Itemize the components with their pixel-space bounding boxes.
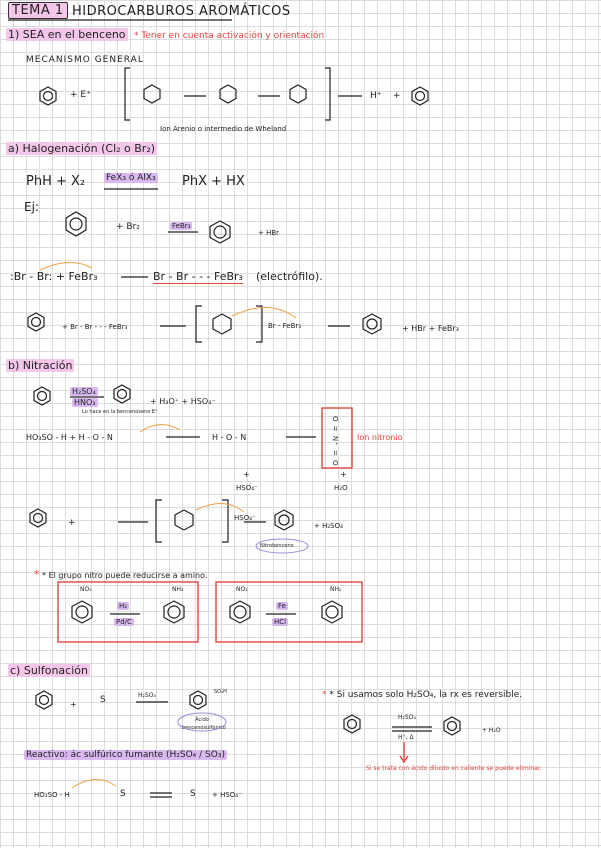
bromobenzene — [210, 221, 230, 243]
h-plus-product: H⁺ — [370, 91, 382, 101]
sulfonation-benzene — [36, 691, 52, 709]
halogenation-eq-right: PhX + HX — [182, 174, 245, 189]
so3-structure-2: S — [120, 789, 126, 799]
nitronium-ion-vertical: O = N⁺ = O — [331, 416, 339, 467]
nitration-small-note: Lo hace en la bencenoseno E⁺ — [82, 409, 158, 415]
halogenation-heading: a) Halogenación (Cl₂ o Br₂) — [8, 142, 156, 155]
arenium-3 — [290, 85, 306, 103]
nitration-hno3: HNO₃ — [74, 398, 96, 407]
last-left: HO₃SO - H — [34, 791, 70, 799]
reverse-conditions: H⁺, Δ — [398, 734, 414, 741]
wheland-caption: Ion Arenio o intermedio de Wheland — [160, 125, 287, 133]
reverse-reagent: H₂SO₄ — [398, 714, 416, 721]
activation-right: Br - Br - - - FeBr₃ — [153, 270, 243, 283]
nitration-mech-plus: + — [68, 518, 76, 528]
sulfonation-plus: + — [70, 700, 77, 709]
box2-fe: Fe — [278, 602, 286, 610]
box1-nh2: NH₂ — [172, 586, 184, 593]
nitration-products: + H₃O⁺ + HSO₄⁻ — [150, 397, 216, 406]
mechanism-products: + HBr + FeBr₃ — [402, 324, 459, 333]
electrofilo-label: (electrófilo). — [256, 270, 323, 283]
nitration-benzene — [34, 387, 50, 405]
plus-sign: + — [393, 91, 401, 101]
sulfonation-h2so4: H₂SO₄ — [138, 692, 156, 699]
nitration-mech-hso4: HSO₄⁻ — [234, 514, 256, 522]
nitration-mech-benzene — [30, 509, 46, 527]
subject-title: HIDROCARBUROS AROMÁTICOS — [72, 4, 291, 19]
halogenation-eq-left: PhH + X₂ — [26, 174, 86, 189]
arenium-1 — [144, 85, 160, 103]
benzene-ring — [40, 87, 56, 105]
hso4-byproduct: HSO₄⁻ — [236, 484, 258, 492]
sulfonation-so3h: SO₃H — [214, 689, 227, 695]
nitrobenceno-label: Nitrobenceno — [260, 543, 294, 549]
nitration-heading: b) Nitración — [8, 359, 73, 372]
halogenation-catalyst: FeX₃ ó AlX₃ — [106, 173, 156, 183]
h2o-byproduct: H₂O — [334, 484, 348, 492]
sulfonation-heading: c) Sulfonación — [10, 664, 88, 677]
acido-label: Ácido bencenosulfónico — [182, 717, 226, 731]
section-1-heading: 1) SEA en el benceno — [8, 28, 126, 41]
box1-pdc: Pd/C — [116, 618, 132, 626]
nitration-h2so4: H₂SO₄ — [72, 387, 96, 396]
activation-left: :Br - Br: + FeBr₃ — [10, 270, 98, 283]
so3-protonated: S — [190, 789, 196, 799]
reduction-note: * * El grupo nitro puede reducirse a amino. — [34, 568, 208, 581]
ion-nitronio-label: Ion nitronio — [357, 433, 403, 442]
e-plus-reagent: + E⁺ — [70, 90, 91, 100]
tema-label: TEMA 1 — [8, 3, 68, 18]
ej-benzene — [66, 212, 86, 236]
febr3-catalyst: FeBr₃ — [172, 222, 191, 230]
substituted-benzene — [412, 87, 428, 105]
box1-no2: NO₂ — [80, 586, 92, 593]
reverse-note: Si se trata con ácido diluido en caliente se puede eliminar. — [366, 765, 542, 772]
box2-hcl: HCl — [274, 618, 287, 626]
bencenosulfonic-acid — [190, 691, 206, 709]
box1-h2: H₂ — [119, 602, 128, 610]
mech-benzene — [28, 313, 44, 331]
box2-no2: NO₂ — [236, 586, 248, 593]
mech-arenium — [213, 314, 231, 334]
reversible-note: * * Si usamos solo H₂SO₄, la rx es reversible. — [322, 690, 523, 700]
nitrobenzene-1 — [114, 385, 130, 403]
mechanism-side: Br - FeBr₃ — [268, 322, 302, 330]
so3-structure: S — [100, 695, 106, 705]
box2-nh2: NH₂ — [330, 586, 342, 593]
reactivo-line: Reactivo: ác sulfúrico fumante (H₂SO₄ / SO₃) — [26, 750, 225, 760]
h2o-plus: + — [340, 470, 347, 479]
mechanism-general-label: MECANISMO GENERAL — [26, 55, 144, 65]
arenium-2 — [220, 85, 236, 103]
br2-reagent: + Br₂ — [116, 222, 140, 232]
mech-product — [363, 314, 381, 334]
nitration-arenium — [175, 510, 193, 530]
reverse-product: + H₂O — [482, 727, 501, 734]
last-right: + HSO₄⁻ — [212, 791, 242, 799]
hbr-product: + HBr — [258, 229, 280, 237]
hso4-plus: + — [243, 470, 250, 479]
example-label: Ej: — [24, 200, 39, 214]
activation-note: * Tener en cuenta activación y orientación — [134, 31, 325, 41]
nitration-mech-products: + H₂SO₄ — [314, 522, 343, 530]
nitrobenzene-2 — [275, 510, 293, 530]
mechanism-reagent: + Br - Br - - - FeBr₃ — [62, 323, 128, 331]
nitronium-formation-left: HO₃SO - H + H - O - N — [26, 433, 113, 442]
nitronium-formation-mid: H - O - N — [212, 433, 247, 442]
